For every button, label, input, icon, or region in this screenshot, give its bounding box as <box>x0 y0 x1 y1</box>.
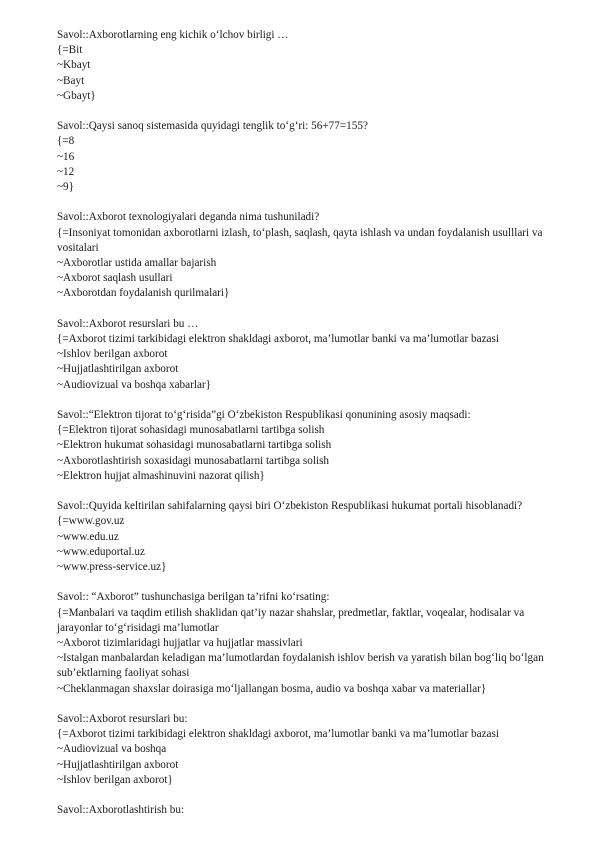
answer-option: ~www.press-service.uz} <box>57 561 167 574</box>
answer-option: ~Axborot saqlash usullari <box>57 272 173 285</box>
answer-option: ~Cheklanmagan shaxslar doirasiga mo‘ljallangan bosma, audio va boshqa xabar va materiallar} <box>57 682 487 695</box>
question-block-5 <box>57 408 556 484</box>
answer-option: ~www.eduportal.uz <box>57 545 145 558</box>
answer-option: ~Hujjatlashtirilgan axborot <box>57 363 179 376</box>
correct-answer: {=8 <box>57 135 75 148</box>
answer-option: ~Elektron hukumat sohasidagi munosabatlarni tartibga solish <box>57 439 332 452</box>
question-text: Savol::Axborotlashtirish bu: <box>57 804 185 817</box>
correct-answer: {=Elektron tijorat sohasidagi munosabatlarni tartibga solish <box>57 424 325 437</box>
answer-option: ~Istalgan manbalardan keladigan ma’lumotlardan foydalanish ishlov berish va yaratish bilan bog‘liq bo‘lgan sub’ektlarning faoliyat sohasi <box>57 652 544 680</box>
answer-option: ~Audiovizual va boshqa <box>57 743 167 756</box>
question-block-1 <box>57 28 556 104</box>
correct-answer: {=Bit <box>57 44 83 57</box>
question-block-8 <box>57 712 556 788</box>
answer-option: ~Axborotlashtirish soxasidagi munosabatlarni tartibga solish <box>57 454 330 467</box>
answer-option: ~Axborotdan foydalanish qurilmalari} <box>57 287 230 300</box>
question-text: Savol::Axborot resurslari bu: <box>57 713 188 726</box>
question-text: Savol::Axborotlarning eng kichik o‘lchov birligi … <box>57 29 289 41</box>
answer-option: ~16 <box>57 150 75 163</box>
question-text: Savol::Quyida keltirilan sahifalarning qaysi biri O‘zbekiston Respublikasi hukumat portali hisoblanadi? <box>57 500 523 513</box>
question-block-6 <box>57 499 556 575</box>
answer-option: ~Bayt <box>57 74 85 87</box>
answer-option: ~Axborotlar ustida amallar bajarish <box>57 257 217 270</box>
question-block-2 <box>57 119 556 195</box>
answer-option: ~Audiovizual va boshqa xabarlar} <box>57 378 212 391</box>
correct-answer: {=Manbalari va taqdim etilish shaklidan qat’iy nazar shahslar, predmetlar, faktlar, voqealar, hodisalar va jarayonlar to‘g‘risidagi ma’lumotlar <box>57 606 525 634</box>
question-block-9 <box>57 803 556 818</box>
question-text: Savol::Qaysi sanoq sistemasida quyidagi tenglik to‘g‘ri: 56+77=155? <box>57 120 368 133</box>
question-block-7 <box>57 590 556 696</box>
answer-option: ~www.edu.uz <box>57 530 119 543</box>
correct-answer: {=www.gov.uz <box>57 515 125 528</box>
question-block-3 <box>57 210 556 301</box>
correct-answer: {=Axborot tizimi tarkibidagi elektron shakldagi axborot, ma’lumotlar banki va ma’lumotlar bazasi <box>57 333 499 346</box>
answer-option: ~Hujjatlashtirilgan axborot <box>57 758 179 771</box>
question-text: Savol::“Elektron tijorat to‘g‘risida”gi O‘zbekiston Respublikasi qonunining asosiy maqsadi: <box>57 409 471 422</box>
answer-option: ~Ishlov berilgan axborot} <box>57 773 173 786</box>
answer-option: ~12 <box>57 165 75 178</box>
answer-option: ~Elektron hujjat almashinuvini nazorat qilish} <box>57 469 265 482</box>
question-text: Savol:: “Axborot” tushunchasiga berilgan ta’rifni ko‘rsating: <box>57 591 330 604</box>
answer-option: ~Ishlov berilgan axborot <box>57 348 168 361</box>
answer-option: ~9} <box>57 181 75 194</box>
correct-answer: {=Axborot tizimi tarkibidagi elektron shakldagi axborot, ma’lumotlar banki va ma’lumotlar bazasi <box>57 728 499 741</box>
question-text: Savol::Axborot resurslari bu … <box>57 317 199 330</box>
answer-option: ~Gbayt} <box>57 89 96 102</box>
correct-answer: {=Insoniyat tomonidan axborotlarni izlash, to‘plash, saqlash, qayta ishlash va undan foydalanish usulllari va vositalari <box>57 226 543 254</box>
question-text: Savol::Axborot texnologiyalari deganda nima tushuniladi? <box>57 211 320 224</box>
answer-option: ~Axborot tizimlaridagi hujjatlar va hujjatlar massivlari <box>57 637 303 650</box>
question-block-4 <box>57 317 556 393</box>
answer-option: ~Kbayt <box>57 59 91 72</box>
